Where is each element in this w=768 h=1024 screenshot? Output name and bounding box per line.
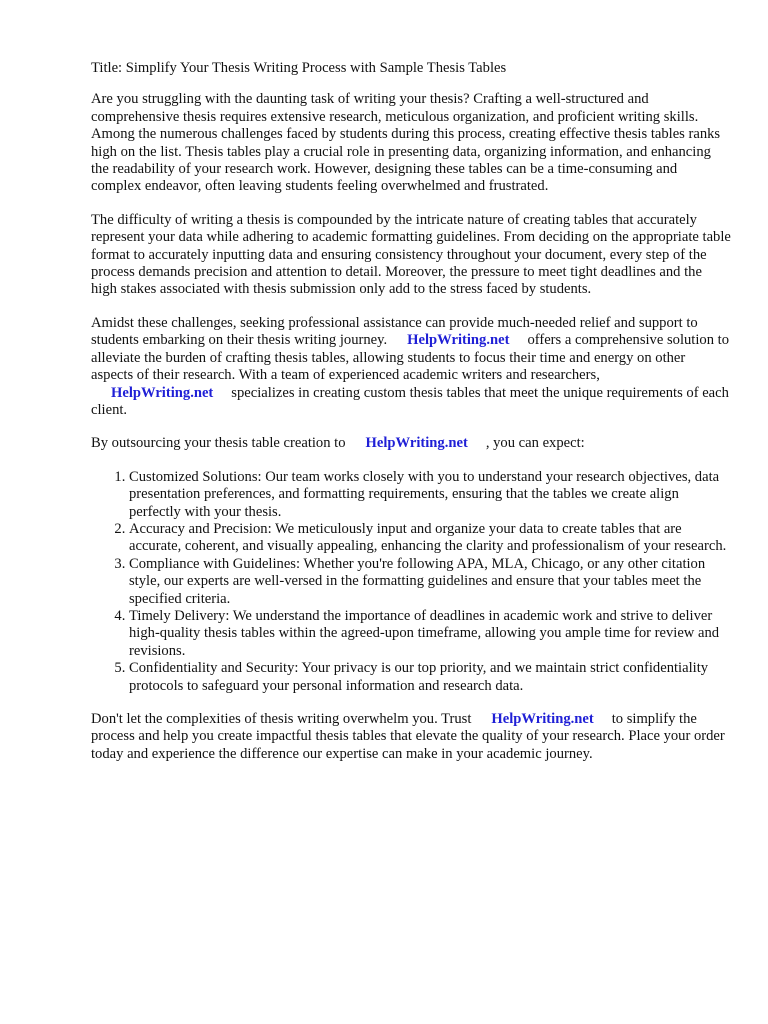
- helpwriting-link-4[interactable]: HelpWriting.net: [491, 711, 594, 727]
- assistance-text-2: offers a comprehensive solution to alleviate the burden of crafting thesis tables, allowing students to focus their time and energy on other aspects of their research. With a team of experienced academic writers and researchers,: [91, 332, 730, 384]
- assistance-text-1: Amidst these challenges, seeking professional assistance can provide much-needed relief and support to students embarking on their thesis writing journey.: [91, 314, 698, 349]
- list-item: 5. Confidentiality and Security: Your privacy is our top priority, and we maintain strict confidentiality protocols to safeguard your personal information and research data.: [129, 660, 731, 695]
- closing-text-2: to simplify the process and help you create impactful thesis tables that elevate the quality of your research. Place your order today and experience the difference our expertise can make in your academic journey.: [91, 711, 725, 762]
- helpwriting-link-2[interactable]: HelpWriting.net: [111, 384, 214, 401]
- document-title: Title: Simplify Your Thesis Writing Process with Sample Thesis Tables: [91, 60, 507, 76]
- difficulty-paragraph: The difficulty of writing a thesis is compounded by the intricate nature of creating tables that accurately represent your data while adhering to academic formatting guidelines. From deciding on the appropriate table format to accurately inputting data and ensuring consistency throughout your document, every step of the process demands precision and attention to detail. Moreover, the pressure to meet tight deadlines and the high stakes associated with thesis submission only add to the stress faced by students.: [91, 211, 731, 298]
- closing-paragraph: [91, 711, 731, 763]
- assistance-text-3: specializes in creating custom thesis tables that meet the unique requirements of each client.: [91, 384, 729, 418]
- document-page: [91, 60, 731, 779]
- helpwriting-link-1[interactable]: HelpWriting.net: [407, 332, 510, 349]
- list-item: 1. Customized Solutions: Our team works closely with you to understand your research objectives, data presentation preferences, and formatting requirements, ensuring that the tables we create align perfectly with your thesis.: [129, 469, 731, 521]
- closing-text-1: Don't let the complexities of thesis writing overwhelm you. Trust: [91, 711, 472, 727]
- outsourcing-paragraph: [91, 435, 731, 452]
- list-item: 3. Compliance with Guidelines: Whether you're following APA, MLA, Chicago, or any other citation style, our experts are well-versed in the formatting guidelines and ensure that your tables meet the specified criteria.: [129, 556, 731, 608]
- outsourcing-text-2: , you can expect:: [485, 435, 585, 452]
- assistance-paragraph: [91, 315, 731, 419]
- list-item: 2. Accuracy and Precision: We meticulously input and organize your data to create tables that are accurate, coherent, and visually appealing, enhancing the clarity and professionalism of your research.: [129, 521, 731, 556]
- intro-paragraph: Are you struggling with the daunting task of writing your thesis? Crafting a well-structured and comprehensive thesis requires extensive research, meticulous organization, and proficient writing skills. Among the numerous challenges faced by students during this process, creating effective thesis tables ranks high on the list. Thesis tables play a crucial role in presenting data, organizing information, and enhancing the readability of your research work. However, designing these tables can be a time-consuming and complex endeavor, often leaving students feeling overwhelmed and frustrated.: [91, 91, 721, 195]
- benefits-list: [91, 469, 731, 695]
- list-item: 4. Timely Delivery: We understand the importance of deadlines in academic work and strive to deliver high-quality thesis tables within the agreed-upon timeframe, allowing you ample time for review and revisions.: [129, 608, 731, 660]
- outsourcing-text-1: By outsourcing your thesis table creation to: [91, 435, 346, 452]
- helpwriting-link-3[interactable]: HelpWriting.net: [365, 435, 468, 452]
